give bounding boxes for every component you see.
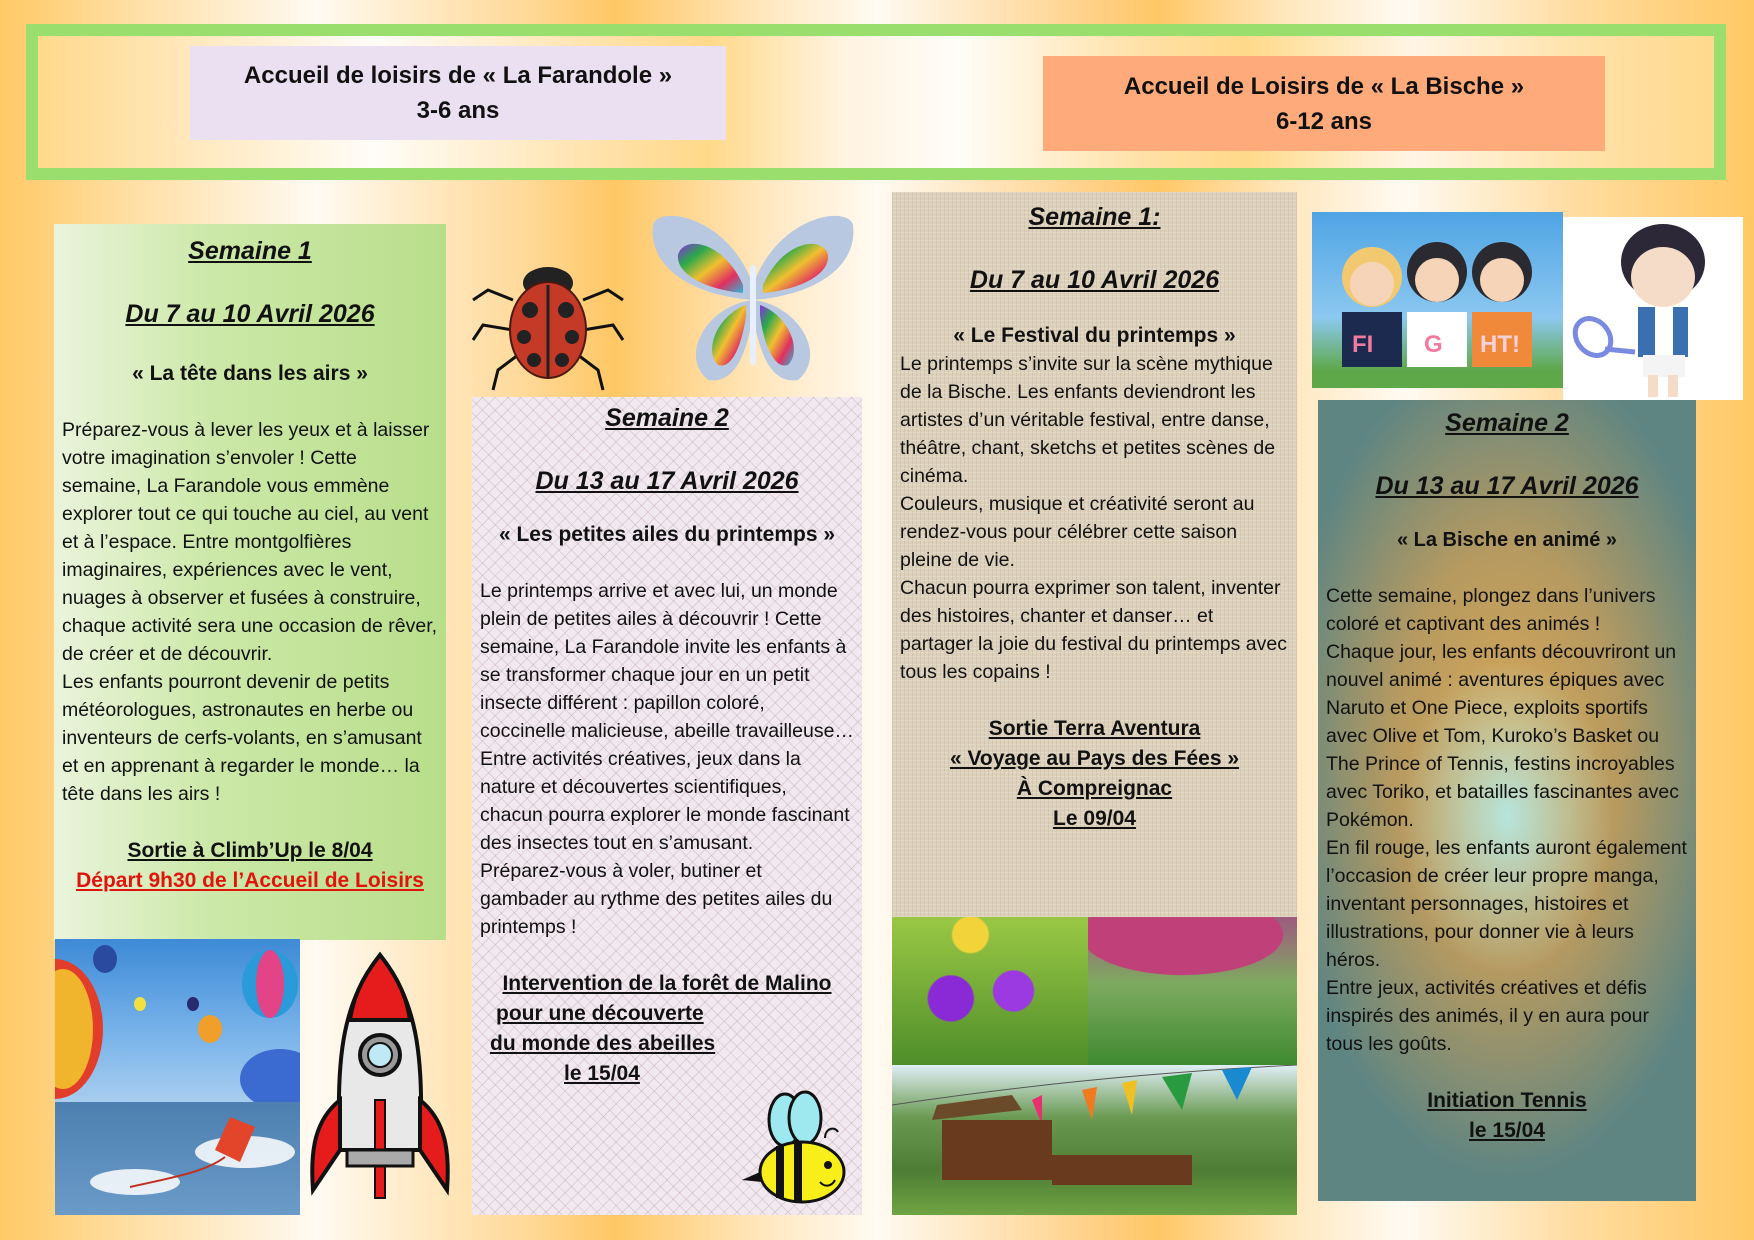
outing-line: « Voyage au Pays des Fées »: [949, 747, 1240, 770]
playground-festival-image: [892, 1065, 1297, 1215]
description-paragraph: Cette semaine, plongez dans l’univers coloré et captivant des animés !: [1326, 585, 1656, 635]
farandole-week1-panel: [54, 224, 446, 940]
bee-illustration: [740, 1090, 855, 1210]
outing-line: Intervention de la forêt de Malino: [502, 972, 832, 995]
crocus-flowers-image: [892, 917, 1088, 1065]
bische-title: Accueil de Loisirs de « La Bische »: [1123, 72, 1525, 100]
blossoming-park-image: [1088, 917, 1297, 1065]
week-label: Semaine 2: [1445, 409, 1569, 437]
rocket-illustration: [305, 950, 455, 1200]
bische-header: [1043, 56, 1605, 151]
tennis-figurine-image: [1563, 217, 1743, 400]
bische-ages: 6-12 ans: [1275, 107, 1373, 135]
svg-text:FI: FI: [1352, 331, 1374, 358]
bische-week1-panel: [892, 192, 1297, 917]
week-dates: Du 13 au 17 Avril 2026: [535, 467, 799, 495]
description-paragraph: Préparez-vous à lever les yeux et à laisser votre imagination s’envoler ! Cette semaine, La Farandole vous emmène explorer tout ce qui touche au ciel, au vent et à l’espace. Entre montgolfières imaginaires, expériences avec le vent, nuages à observer et fusées à construire, chaque activité sera une occasion de rêver, de créer et de découvrir.: [62, 419, 438, 665]
description-paragraph: Préparez-vous à voler, butiner et gambader au rythme des petites ailes du printemps !: [480, 860, 833, 938]
week-dates: Du 7 au 10 Avril 2026: [969, 266, 1220, 294]
outing-line: À Compreignac: [1016, 777, 1173, 800]
outing-title: Sortie à Climb’Up le 8/04: [127, 839, 373, 862]
description-paragraph: Couleurs, musique et créativité seront au rendez-vous pour célébrer cette saison pleine de vie.: [900, 493, 1255, 571]
description-paragraph: Le printemps s’invite sur la scène mythique de la Bische. Les enfants deviendront les artistes d’un véritable festival, entre danse, théâtre, chant, sketchs et petites scènes de cinéma.: [900, 353, 1276, 487]
week-label: Semaine 1: [188, 237, 312, 265]
anime-kids-image: [1312, 212, 1563, 388]
week-dates: Du 7 au 10 Avril 2026: [125, 300, 375, 328]
week-theme: « Le Festival du printemps »: [953, 324, 1236, 347]
outing-line: du monde des abeilles: [490, 1032, 716, 1055]
departure-info: Départ 9h30 de l’Accueil de Loisirs: [76, 869, 424, 892]
description-paragraph: En fil rouge, les enfants auront également l’occasion de créer leur propre manga, inventant personnages, histoires et illustrations, pour donner vie à leurs héros.: [1326, 837, 1687, 971]
butterfly-illustration: [648, 205, 858, 385]
description-paragraph: Les enfants pourront devenir de petits météorologues, astronautes en herbe ou inventeurs de cerfs-volants, en s’amusant et en apprenant à regarder le monde… la tête dans les airs !: [62, 671, 422, 805]
kite-image: [55, 1102, 300, 1215]
description-paragraph: Chacun pourra exprimer son talent, inventer des histoires, chanter et danser… et partager la joie du festival du printemps avec tous les copains !: [900, 577, 1287, 683]
farandole-ages: 3-6 ans: [416, 97, 500, 124]
week-theme: « La Bische en animé »: [1396, 529, 1618, 551]
week-label: Semaine 2: [605, 404, 729, 432]
outing-line: Le 09/04: [1053, 807, 1136, 830]
outing-line: pour une découverte: [496, 1002, 704, 1025]
svg-text:G: G: [1424, 331, 1443, 358]
outing-line: le 15/04: [1469, 1119, 1545, 1142]
ladybug-illustration: [468, 245, 628, 395]
week-theme: « Les petites ailes du printemps »: [498, 523, 836, 546]
description-paragraph: Entre jeux, activités créatives et défis inspirés des animés, il y en aura pour tous les goûts.: [1326, 977, 1649, 1055]
bische-week2-panel: [1318, 400, 1696, 1201]
week-dates: Du 13 au 17 Avril 2026: [1375, 472, 1639, 500]
week-theme: « La tête dans les airs »: [132, 362, 368, 385]
farandole-header: [190, 46, 726, 140]
hot-air-balloons-image: [55, 939, 300, 1102]
outing-line: Sortie Terra Aventura: [988, 717, 1201, 740]
outing-line: le 15/04: [564, 1062, 640, 1085]
week-label: Semaine 1:: [1028, 203, 1161, 231]
description-paragraph: Le printemps arrive et avec lui, un monde plein de petites ailes à découvrir ! Cette semaine, La Farandole invite les enfants à se transformer chaque jour en un petit insecte différent : papillon coloré, coccinelle malicieuse, abeille travailleuse… Entre activités créatives, jeux dans la nature et découvertes scientifiques, chacun pourra explorer le monde fascinant des insectes tout en s’amusant.: [480, 580, 854, 854]
svg-text:HT!: HT!: [1480, 331, 1520, 358]
outing-line: Initiation Tennis: [1427, 1089, 1587, 1112]
description-paragraph: Chaque jour, les enfants découvriront un nouvel animé : aventures épiques avec Naruto et One Piece, exploits sportifs avec Olive et Tom, Kuroko’s Basket ou The Prince of Tennis, festins incroyables avec Toriko, et batailles fascinantes avec Pokémon.: [1326, 641, 1679, 831]
farandole-title: Accueil de loisirs de « La Farandole »: [243, 62, 673, 89]
